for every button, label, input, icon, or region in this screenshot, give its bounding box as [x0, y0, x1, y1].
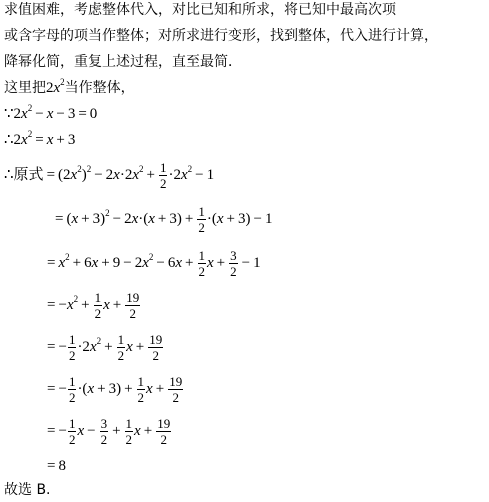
- intro-line-4: [4, 78, 135, 98]
- fraction-half: $\frac{1}{2}$: [159, 160, 167, 191]
- fraction-half: $\frac{1}{2}$: [94, 290, 102, 321]
- fraction-half: $\frac{1}{2}$: [117, 332, 125, 363]
- fraction-half: $\frac{1}{2}$: [198, 248, 205, 279]
- fraction-nineteen-halves: $\frac{19}{2}$: [149, 332, 163, 363]
- fraction-half: $\frac{1}{2}$: [68, 332, 76, 363]
- fraction-half: $\frac{1}{2}$: [198, 204, 205, 235]
- therefore-symbol-2: ∴: [4, 166, 14, 183]
- intro-line-1: 求值困难，考虑整体代入，对比已知和所求，将已知中最高次项: [4, 2, 396, 18]
- step-substitute: = $(x + 3)^2 - 2x\cdot(x + 3)$ + $\frac{1}{2}$ ·(x + 3) − 1: [55, 204, 273, 235]
- fraction-nineteen-halves: $\frac{19}{2}$: [126, 290, 140, 321]
- intro-line-2: 或含字母的项当作整体；对所求进行变形，找到整体，代入进行计算，: [4, 28, 438, 44]
- step-simplify: = $-x^2$ + $\frac{1}{2}$ x + $\frac{19}{2}$: [47, 290, 140, 321]
- therefore-symbol: ∴: [4, 132, 14, 148]
- fraction-nineteen-halves: $\frac{19}{2}$: [169, 374, 183, 405]
- whole-term: $2x^2$: [46, 77, 65, 96]
- step-result: = 8: [47, 458, 66, 474]
- given-equation: $\because 2x^2 - x - 3 = 0$: [4, 103, 98, 122]
- derived-equation: $\therefore 2x^2 = x + 3$: [4, 129, 76, 148]
- original-label: 原式: [13, 164, 44, 183]
- step-substitute-again: = − $\frac{1}{2}$ ·(x + 3) + $\frac{1}{2}$ x + $\frac{19}{2}$: [47, 374, 183, 405]
- intro-line-4-prefix: 这里把: [4, 80, 46, 96]
- fraction-half: $\frac{1}{2}$: [68, 416, 76, 447]
- step-original: ∴原式 = $(2x^2)^2 - 2x\cdot 2x^2$ + $\frac{1}{2}$ $\cdot 2x^2 - 1$: [4, 160, 215, 191]
- conclusion: [4, 480, 51, 500]
- step-expand: = $x^2 + 6x + 9 - 2x^2 - 6x$ + $\frac{1}{2}$ x + $\frac{3}{2}$ − 1: [47, 248, 261, 279]
- conclusion-text: 故选 B.: [4, 482, 51, 498]
- result-value: 8: [58, 458, 66, 474]
- step-expand-again: = − $\frac{1}{2}$ x − $\frac{3}{2}$ + $\frac{1}{2}$ x + $\frac{19}{2}$: [47, 416, 171, 447]
- intro-line-4-suffix: 当作整体，: [64, 80, 135, 96]
- step-rewrite: = − $\frac{1}{2}$ $\cdot 2x^2$ + $\frac{1}{2}$ x + $\frac{19}{2}$: [47, 332, 163, 363]
- fraction-three-halves: $\frac{3}{2}$: [100, 416, 108, 447]
- fraction-half: $\frac{1}{2}$: [125, 416, 133, 447]
- fraction-half: $\frac{1}{2}$: [137, 374, 145, 405]
- fraction-nineteen-halves: $\frac{19}{2}$: [157, 416, 171, 447]
- fraction-three-halves: $\frac{3}{2}$: [230, 248, 237, 279]
- fraction-half: $\frac{1}{2}$: [68, 374, 76, 405]
- intro-line-3: 降幂化简，重复上述过程，直至最简．: [4, 54, 242, 70]
- because-symbol: ∵: [4, 106, 14, 122]
